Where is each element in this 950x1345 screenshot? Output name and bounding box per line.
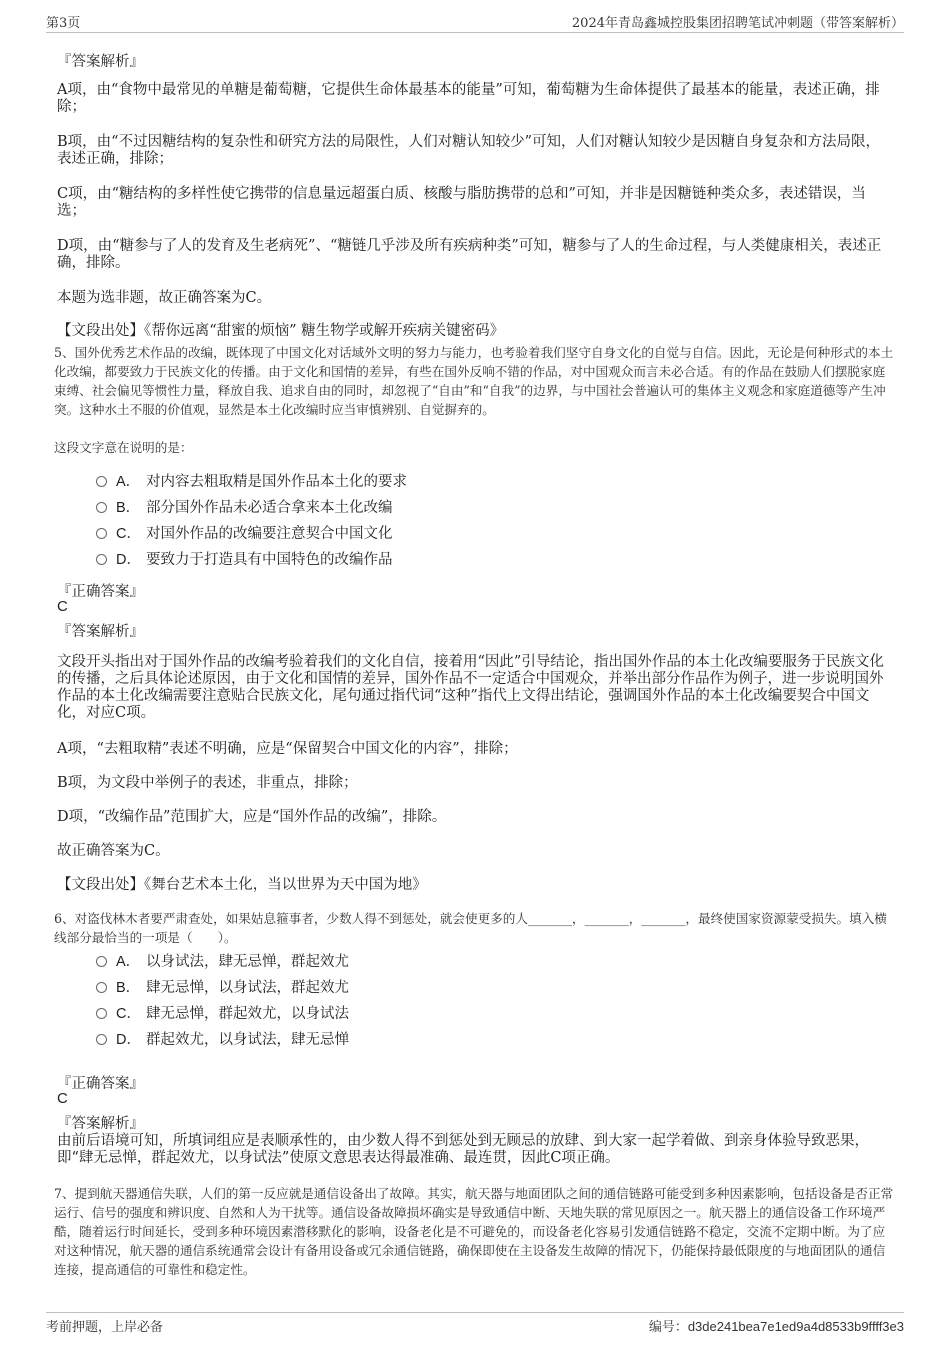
question-6-text: 6、对盗伐林木者要严肃查处，如果姑息箍事者，少数人得不到惩处，就会使更多的人_______，_______，_______，最终使国家资源蒙受损失。填入横线部分最恰当的一项是（ ）。 [54,911,887,945]
q5-option-d[interactable] [96,550,393,570]
page-header [46,10,904,33]
option-key: D． [116,1032,141,1048]
correct-answer: C [57,598,68,615]
q6-analysis: 由前后语境可知，所填词组应是表顺承性的，由少数人得不到惩处到无顾忌的放肆、到大家一起学着做、到亲身体验导致恶果，即“肆无忌惮，群起效尤，以身试法”使原文意思表达得最准确、最连贯，因此C项正确。 [57,1133,869,1166]
radio-icon[interactable] [96,528,107,539]
q5-analysis: 文段开头指出对于国外作品的改编考验着我们的文化自信，接着用“因此”引导结论，指出国外作品的本土化改编要服务于民族文化的传播，之后具体论述原因，由于文化和国情的差异，国外作品不一定适合中国观众，并举出部分作品作为例子，进一步说明国外作品的本土化改编需要注意贴合民族文化，尾句通过指代词“这种”指代上文得出结论，强调国外作品的本土化改编要契合中国文化，对应C项。 [57,654,884,721]
option-key: C． [116,1006,141,1022]
q6-option-b[interactable] [96,978,349,998]
option-text: 肆无忌惮，以身试法，群起效尤 [146,980,349,996]
option-key: C． [116,526,141,542]
q5-conclusion: 故正确答案为C。 [57,843,170,859]
radio-icon[interactable] [96,1034,107,1045]
analysis-label: 『答案解析』 [57,1116,144,1132]
correct-answer-label: 『正确答案』 [57,584,144,600]
analysis-conclusion: 本题为选非题，故正确答案为C。 [57,290,272,306]
question-5-text: 5、国外优秀艺术作品的改编，既体现了中国文化对话域外文明的努力与能力，也考验着我们坚守自身文化的自觉与自信。因此，无论是何种形式的本土化改编，都要致力于民族文化的传播。由于文化和国情的差异，有些在国外反响不错的作品，对中国观众而言未必合适。有的作品在鼓励人们摆脱家庭束缚、社会偏见等惯性力量，释放自我、追求自由的同时，却忽视了“自由”和“自我”的边界，与中国社会普遍认可的集体主义观念和家庭道德等产生冲突。这种水土不服的价值观，显然是本土化改编时应当审慎辨别、自觉摒弃的。 [54,345,894,417]
q6-option-d[interactable] [96,1030,349,1050]
q5-option-b[interactable] [96,498,393,518]
analysis-option-b: B项，由“不过因糖结构的复杂性和研究方法的局限性，人们对糖认知较少”可知，人们对糖认知较少是因糖自身复杂和方法局限，表述正确，排除； [57,134,880,167]
page-footer [46,1312,904,1335]
option-key: D． [116,552,141,568]
passage-source: 【文段出处】《帮你远离“甜蜜的烦恼” 糖生物学或解开疾病关键密码》 [57,323,505,339]
option-text: 部分国外作品未必适合拿来本土化改编 [146,500,393,516]
radio-icon[interactable] [96,476,107,487]
radio-icon[interactable] [96,1008,107,1019]
correct-answer-label: 『正确答案』 [57,1076,144,1092]
option-text: 肆无忌惮，群起效尤，以身试法 [146,1006,349,1022]
correct-answer: C [57,1090,68,1107]
question-5-prompt: 这段文字意在说明的是： [54,440,193,455]
radio-icon[interactable] [96,956,107,967]
option-key: B． [116,500,141,516]
option-text: 要致力于打造具有中国特色的改编作品 [146,552,393,568]
footer-slogan: 考前押题，上岸必备 [46,1320,164,1335]
q5-source: 【文段出处】《舞台艺术本土化，当以世界为天中国为地》 [57,877,427,893]
analysis-option-a: A项，由“食物中最常见的单糖是葡萄糖，它提供生命体最基本的能量”可知，葡萄糖为生命体提供了最基本的能量，表述正确，排除； [57,82,880,115]
q6-option-c[interactable] [96,1004,349,1024]
q5-option-c[interactable] [96,524,393,544]
radio-icon[interactable] [96,502,107,513]
analysis-label: 『答案解析』 [57,624,144,640]
q5-analysis-option-a: A项，“去粗取精”表述不明确，应是“保留契合中国文化的内容”，排除； [57,741,518,757]
option-key: B． [116,980,141,996]
option-key: A． [116,954,141,970]
option-text: 以身试法，肆无忌惮，群起效尤 [146,954,349,970]
option-key: A． [116,474,141,490]
q5-analysis-option-d: D项，“改编作品”范围扩大，应是“国外作品的改编”，排除。 [57,809,447,825]
document-id: 编号：d3de241bea7e1ed9a4d8533b9ffff3e3 [648,1319,904,1334]
q6-option-a[interactable] [96,952,349,972]
q5-analysis-option-b: B项，为文段中举例子的表述，非重点，排除； [57,775,358,791]
page-number: 第3页 [46,16,81,31]
document-title: 2024年青岛鑫城控股集团招聘笔试冲刺题（带答案解析） [571,16,904,31]
option-text: 对内容去粗取精是国外作品本土化的要求 [146,474,407,490]
q5-option-a[interactable] [96,472,407,492]
question-7-text: 7、提到航天器通信失联，人们的第一反应就是通信设备出了故障。其实，航天器与地面团队之间的通信链路可能受到多种因素影响，包括设备是否正常运行、信号的强度和辨识度、自然和人为干扰等。通信设备故障损坏确实是导致通信中断、天地失联的常见原因之一。航天器上的通信设备工作环境严酷，随着运行时间延长，受到多种环境因素潜移默化的影响，设备老化是不可避免的，而设备老化容易引发通信链路不稳定，交流不定期中断。为了应对这种情况，航天器的通信系统通常会设计有备用设备或冗余通信链路，确保即使在主设备发生故障的情况下，仍能保持最低限度的与地面团队的通信连接，提高通信的可靠性和稳定性。 [54,1186,894,1277]
option-text: 群起效尤，以身试法，肆无忌惮 [146,1032,349,1048]
analysis-label: 『答案解析』 [57,54,144,70]
analysis-option-d: D项，由“糖参与了人的发育及生老病死”、“糖链几乎涉及所有疾病种类”可知，糖参与了人的生命过程，与人类健康相关，表述正确，排除。 [57,238,882,271]
radio-icon[interactable] [96,554,107,565]
option-text: 对国外作品的改编要注意契合中国文化 [146,526,393,542]
analysis-option-c: C项，由“糖结构的多样性使它携带的信息量远超蛋白质、核酸与脂肪携带的总和”可知，并非是因糖链种类众多，表述错误，当选； [57,186,866,219]
radio-icon[interactable] [96,982,107,993]
